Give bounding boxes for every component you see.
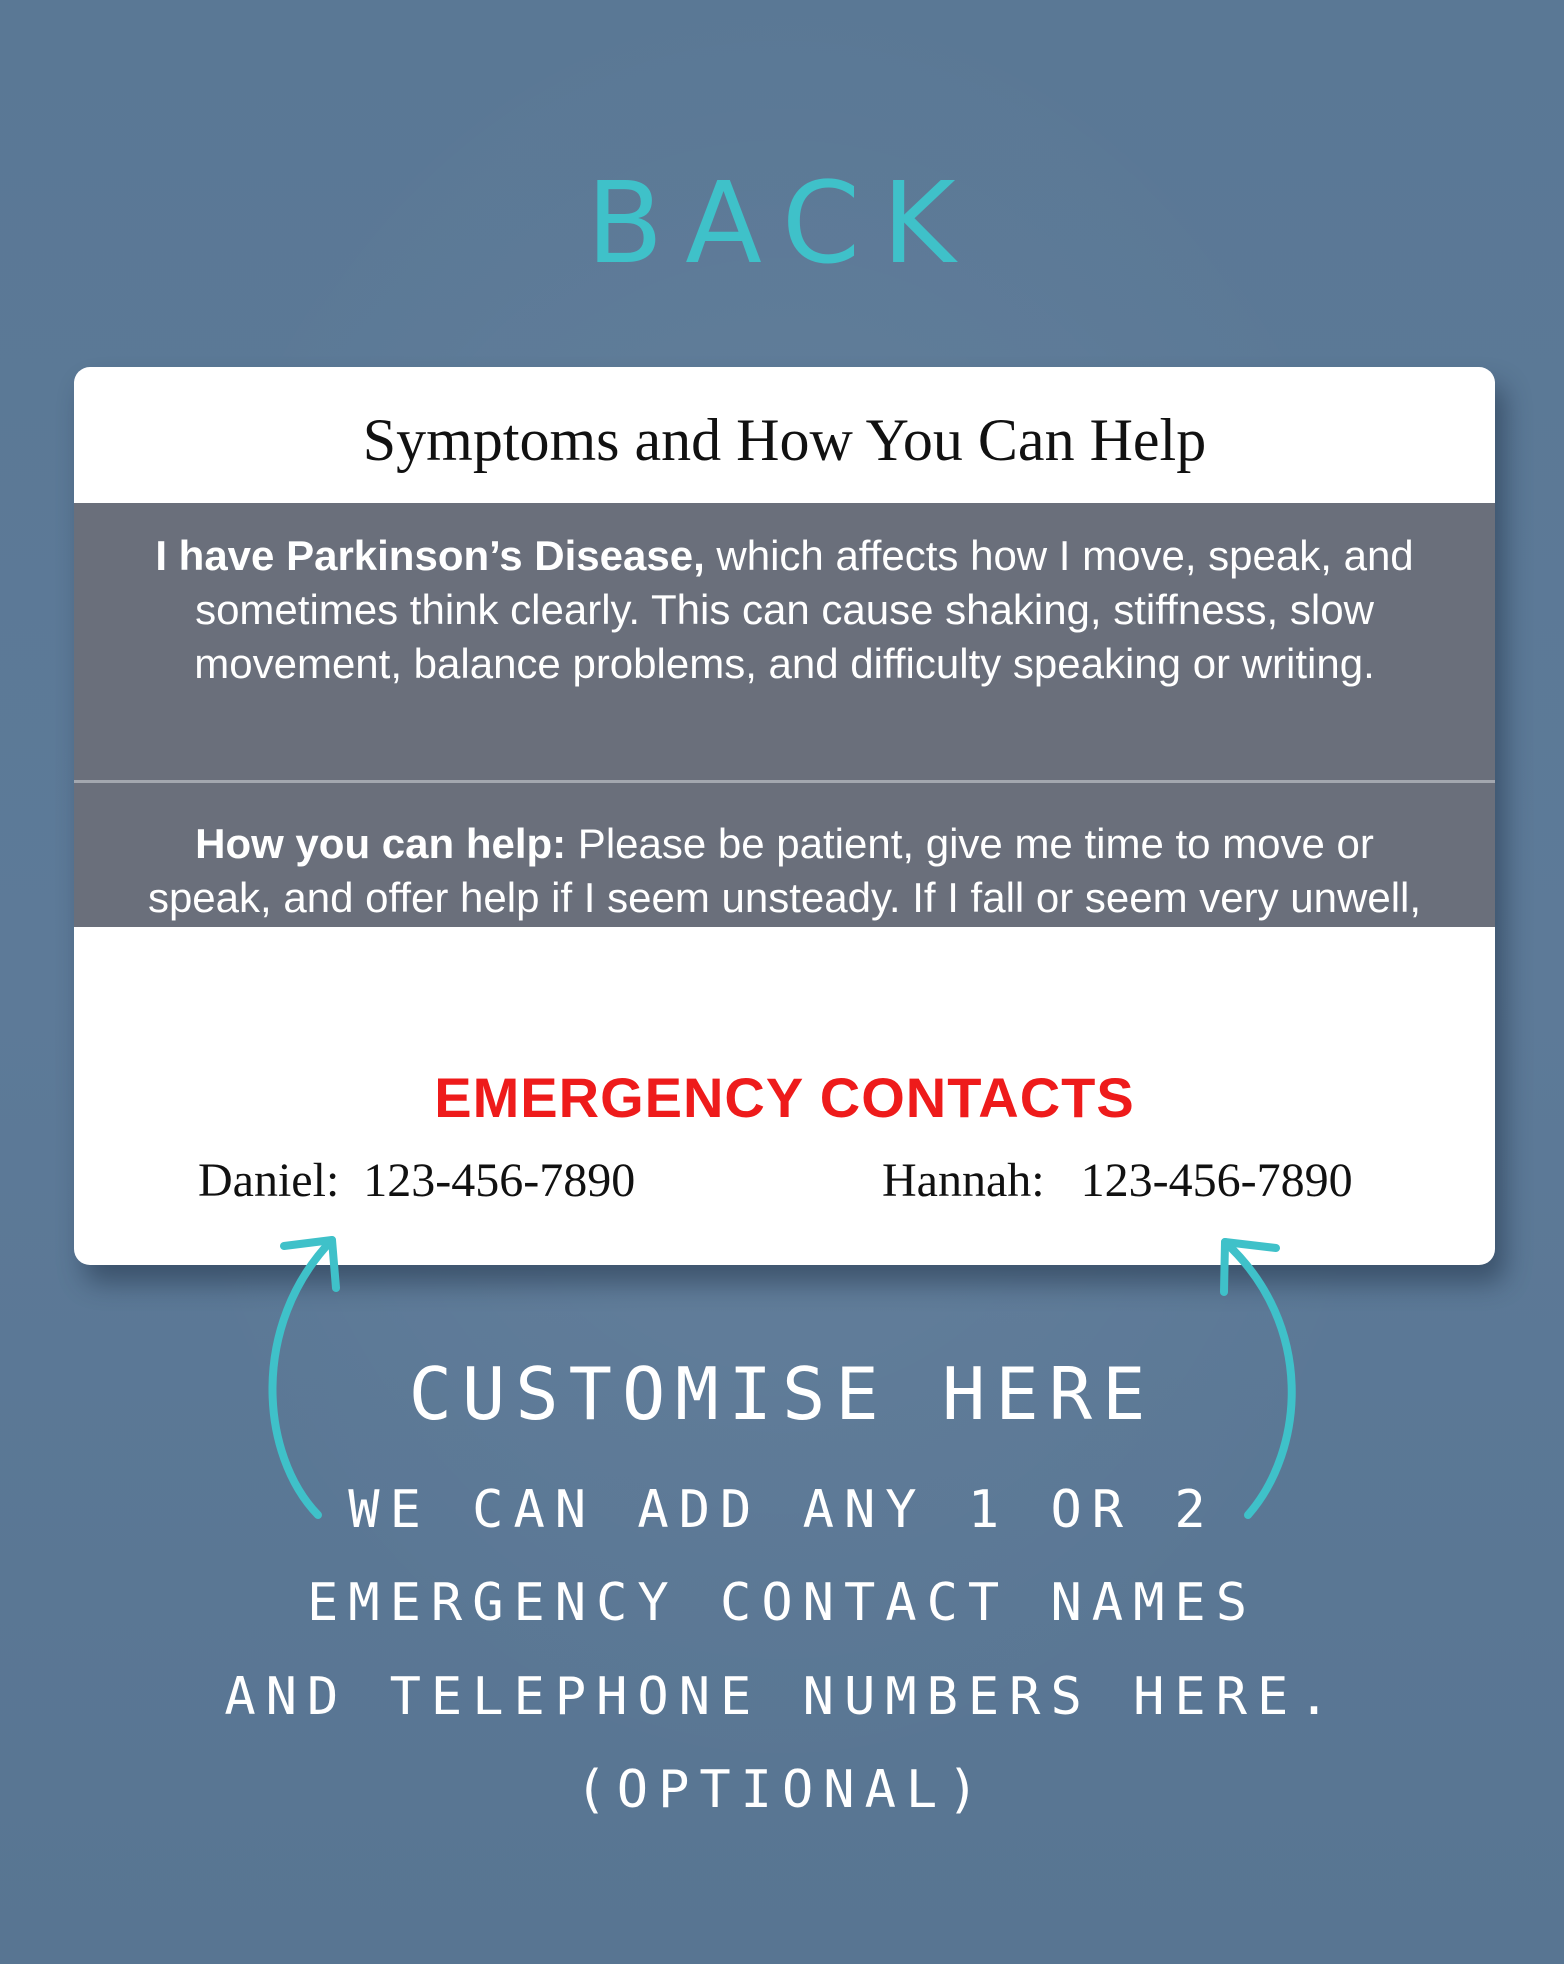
contact-entry-2 bbox=[882, 1154, 1353, 1207]
contact-name: Hannah: bbox=[882, 1154, 1045, 1207]
contact-entry-1 bbox=[198, 1154, 636, 1207]
back-heading: BACK bbox=[586, 159, 978, 289]
condition-paragraph bbox=[134, 529, 1435, 691]
help-paragraph bbox=[134, 817, 1435, 1033]
help-bold: How you can help: bbox=[195, 820, 567, 867]
customise-line-2: EMERGENCY CONTACT NAMES bbox=[306, 1573, 1258, 1633]
condition-text: which affects how I move, speak, and sometimes think clearly. This can cause shaking, stiffness, slow movement, balance problems, and difficulty speaking or writing. bbox=[194, 532, 1414, 687]
condition-bold: I have Parkinson’s Disease, bbox=[155, 532, 705, 579]
info-card bbox=[74, 367, 1495, 1265]
customise-heading: CUSTOMISE HERE bbox=[408, 1352, 1156, 1436]
emergency-contacts-title: EMERGENCY CONTACTS bbox=[434, 1066, 1135, 1129]
customise-line-4: (OPTIONAL) bbox=[575, 1760, 989, 1820]
help-text: Please be patient, give me time to move or speak, and offer help if I seem unsteady. If I fall or seem very unwell, call emergency services and contact my emergency person listed on this card. bbox=[147, 820, 1422, 1029]
customise-line-3: AND TELEPHONE NUMBERS HERE. bbox=[224, 1667, 1340, 1727]
contact-name: Daniel: bbox=[198, 1154, 340, 1207]
contact-phone: 123-456-7890 bbox=[1080, 1154, 1353, 1207]
contact-phone: 123-456-7890 bbox=[363, 1154, 636, 1207]
card-title: Symptoms and How You Can Help bbox=[362, 407, 1207, 473]
panel-divider bbox=[74, 780, 1495, 783]
thank-you-bold: THANK YOU! bbox=[744, 982, 1007, 1029]
customise-line-1: WE CAN ADD ANY 1 OR 2 bbox=[348, 1480, 1216, 1540]
card-info-panel bbox=[74, 503, 1495, 1029]
